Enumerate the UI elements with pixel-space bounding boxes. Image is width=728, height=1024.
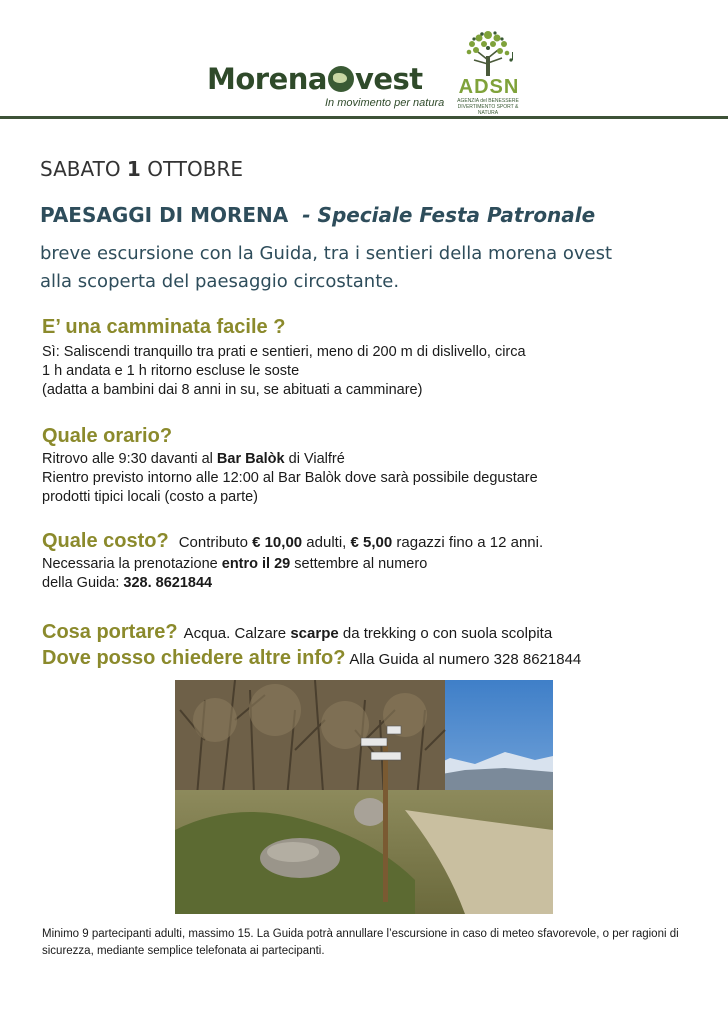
event-day: SABATO [40,157,121,181]
difficulty-line-1: Sì: Saliscendi tranquillo tra prati e sentieri, meno di 200 m di dislivello, circa [42,344,526,360]
cost-inline [179,534,543,551]
intro-line-2: alla scoperta del paesaggio circostante. [40,271,400,292]
cost-inline-post: ragazzi fino a 12 anni. [392,534,544,551]
event-title [40,203,595,227]
schedule-line-1-pre: Ritrovo alle 9:30 davanti al [42,451,217,467]
difficulty-line-3: (adatta a bambini dai 8 anni in su, se abituati a camminare) [42,382,423,398]
bring-question: Cosa portare? [42,621,178,643]
adsn-sub-line-2: DIVERTIMENTO SPORT & NATURA [457,104,519,116]
cost-inline-pre: Contributo [178,534,253,551]
adsn-logo [452,30,524,116]
event-title-main: PAESAGGI DI MORENA [40,203,289,227]
event-intro [40,240,612,296]
bar-name: Bar Balòk [216,451,285,467]
schedule-line-1 [42,450,538,469]
intro-line-1: breve escursione con la Guida, tra i sentieri della morena ovest [40,243,613,264]
bring-heading [42,621,552,644]
morena-ovest-logo [207,62,423,96]
schedule-answer [42,450,538,507]
child-price: € 5,00 [350,534,393,551]
logo-right-text: vest [354,62,423,96]
cost-line-3 [42,574,427,593]
cost-heading [42,530,543,553]
schedule-line-3: prodotti tipici locali (costo a parte) [42,489,258,505]
adult-price: € 10,00 [252,534,303,551]
cost-line-2-post: settembre al numero [290,556,428,572]
adsn-subtitle [452,98,524,116]
header-divider [0,116,728,119]
difficulty-line-2: 1 h andata e 1 h ritorno escluse le soste [42,363,300,379]
info-question: Dove posso chiedere altre info? [42,647,346,669]
schedule-line-1-post: di Vialfré [284,451,345,467]
schedule-line-2: Rientro previsto intorno alle 12:00 al Bar Balòk dove sarà possibile degustare [42,470,538,486]
cost-line-3-pre: della Guida: [42,575,124,591]
booking-deadline: entro il 29 [221,556,291,572]
tree-icon [462,30,514,76]
bring-shoes: scarpe [290,625,339,642]
header [0,0,728,120]
trail-photo-image [175,680,553,914]
trail-photo [175,680,553,914]
adsn-wordmark: ADSN [458,76,520,98]
difficulty-answer [42,343,526,400]
globe-icon [328,66,354,92]
cost-answer [42,555,427,593]
difficulty-question: E’ una camminata facile ? [42,316,286,338]
info-heading [42,647,581,670]
schedule-question: Quale orario? [42,425,173,447]
cost-question: Quale costo? [42,530,169,552]
adsn-sub-line-1: AGENZIA del BENESSERE [457,98,519,104]
footer-note: Minimo 9 partecipanti adulti, massimo 15. La Guida potrà annullare l’escursione in caso di meteo sfavorevole, o per ragioni di sicurezza, mediante semplice telefonata ai partecipanti. [42,928,679,957]
event-day-number: 1 [126,157,141,181]
bring-inline-pre: Acqua. Calzare [183,625,291,642]
event-subtitle: - Speciale Festa Patronale [302,203,596,227]
event-date [40,157,243,181]
bring-inline [184,625,553,642]
logo-tagline: In movimento per natura [325,97,445,109]
guide-phone: 328. 8621844 [123,575,213,591]
bring-inline-post: da trekking o con suola scolpita [338,625,553,642]
event-month: OTTOBRE [147,157,244,181]
info-inline: Alla Guida al numero 328 8621844 [349,651,582,668]
cost-inline-mid: adulti, [302,534,351,551]
logo-left-text: Morena [207,62,327,96]
cost-line-2-pre: Necessaria la prenotazione [42,556,222,572]
cost-line-2 [42,555,427,574]
